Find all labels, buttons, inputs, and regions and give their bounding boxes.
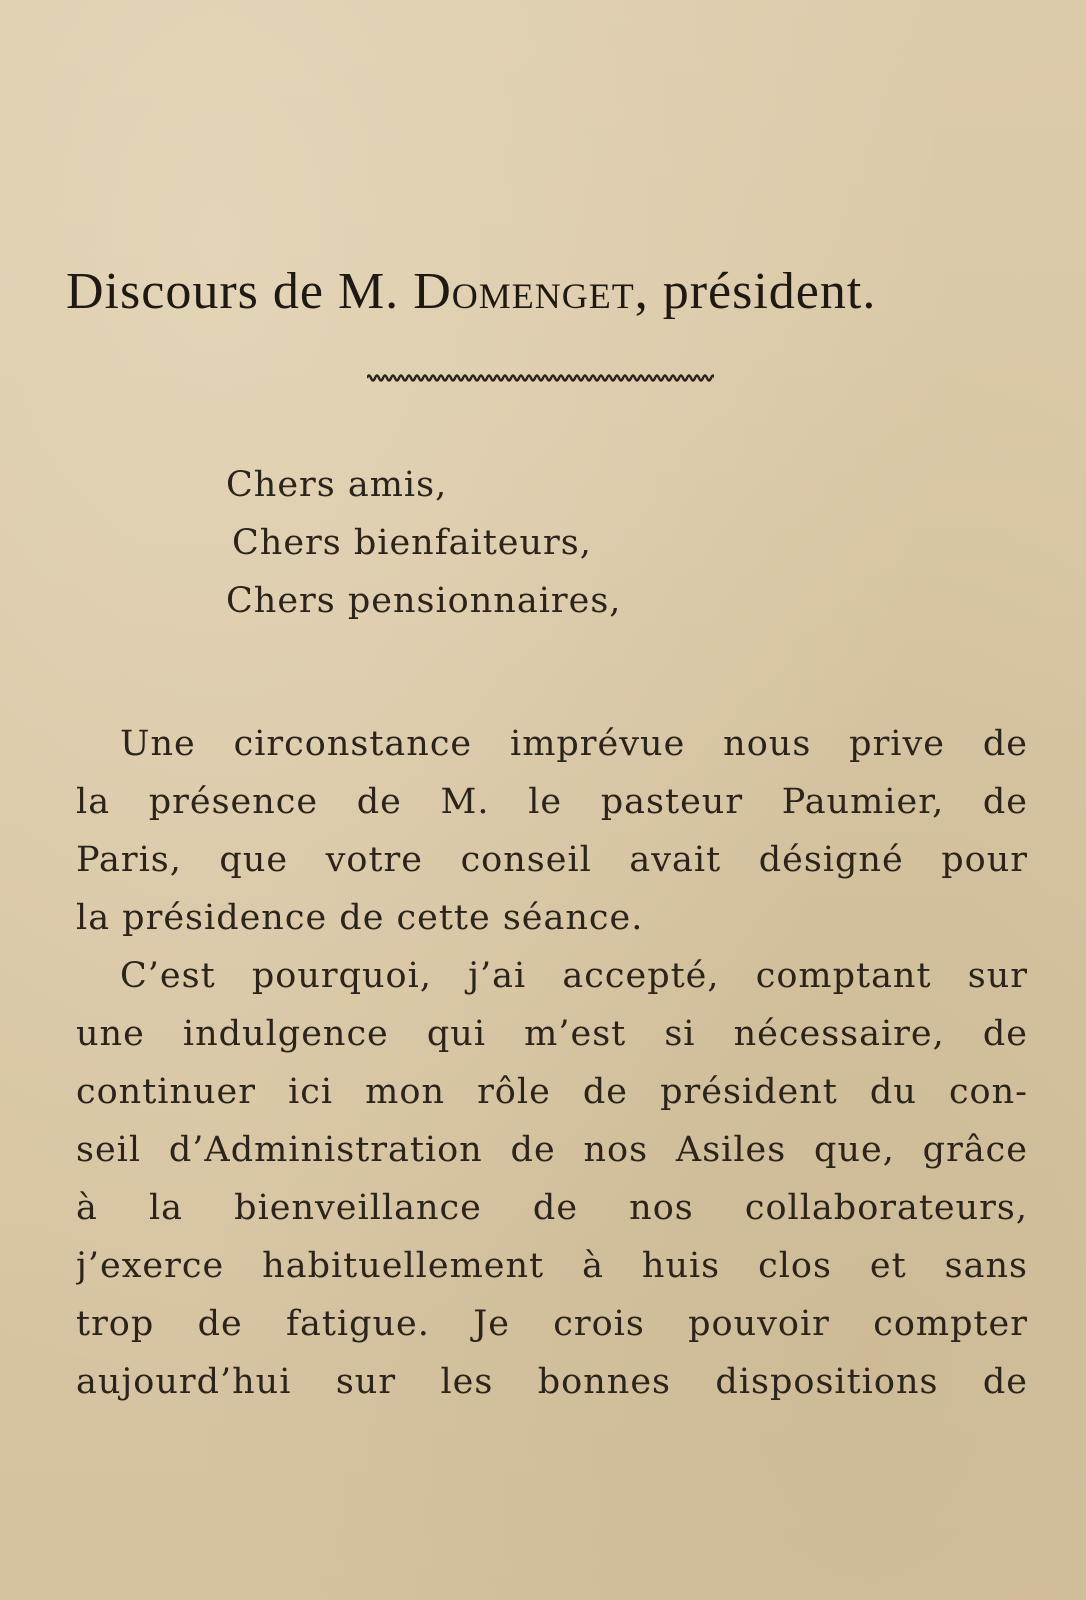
paragraph-2-line-7: trop de fatigue. Je crois pouvoir compter bbox=[76, 1304, 1028, 1344]
paragraph-1-line-4: la présidence de cette séance. bbox=[76, 898, 644, 938]
heading-speaker-name: Domenget bbox=[413, 263, 635, 320]
wavy-rule-ornament bbox=[367, 372, 714, 384]
paragraph-1-line-2: la présence de M. le pasteur Paumier, de bbox=[76, 782, 1028, 822]
speech-heading bbox=[66, 262, 1016, 322]
paragraph-2-line-6: j’exerce habituellement à huis clos et sans bbox=[76, 1246, 1028, 1286]
salutation-line-3: Chers pensionnaires, bbox=[226, 581, 622, 621]
salutation-block bbox=[226, 456, 621, 630]
paragraph-2-line-8: aujourd’hui sur les bonnes dispositions de bbox=[76, 1362, 1028, 1402]
speech-body bbox=[76, 715, 1028, 1411]
paragraph-1-line-1: Une circonstance imprévue nous prive de bbox=[120, 724, 1028, 764]
heading-prefix: Discours de M. bbox=[66, 263, 414, 320]
heading-suffix: , président. bbox=[634, 263, 877, 320]
paragraph-2-line-3: continuer ici mon rôle de président du con- bbox=[76, 1072, 1028, 1112]
salutation-line-1: Chers amis, bbox=[226, 465, 448, 505]
paragraph-2-line-5: à la bienveillance de nos collaborateurs, bbox=[76, 1188, 1028, 1228]
paragraph-1-line-3: Paris, que votre conseil avait désigné pour bbox=[76, 840, 1028, 880]
paragraph-2-line-1: C’est pourquoi, j’ai accepté, comptant sur bbox=[120, 956, 1028, 996]
paragraph-2-line-2: une indulgence qui m’est si nécessaire, de bbox=[76, 1014, 1028, 1054]
paragraph-2 bbox=[76, 947, 1028, 1411]
paragraph-2-line-4: seil d’Administration de nos Asiles que, grâce bbox=[76, 1130, 1028, 1170]
salutation-line-2: Chers bienfaiteurs, bbox=[232, 523, 592, 563]
paragraph-1 bbox=[76, 715, 1028, 947]
